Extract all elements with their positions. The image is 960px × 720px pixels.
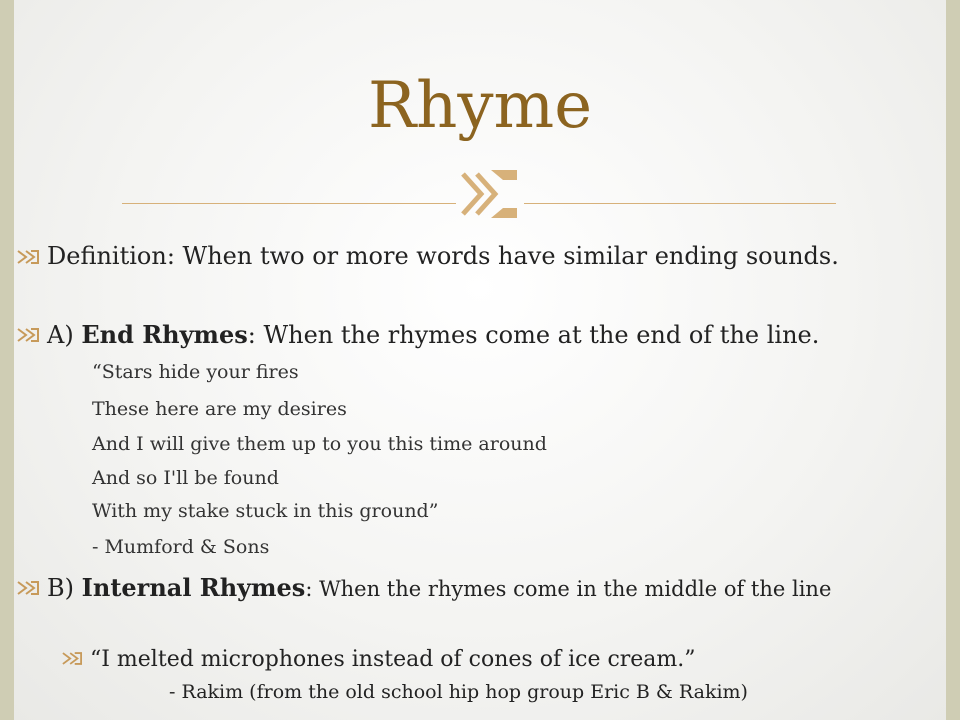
internal-rhymes-attribution: - Rakim (from the old school hip hop group Eric B & Rakim) [169, 681, 748, 703]
end-rhymes-term: End Rhymes [81, 320, 248, 349]
internal-rhymes-term: Internal Rhymes [81, 573, 306, 602]
definition-bullet [47, 240, 897, 273]
quad-arrow-icon [457, 166, 523, 222]
end-rhymes-prefix: A) [47, 321, 82, 349]
internal-rhymes-text: : When the rhymes come in the middle of the line [305, 577, 832, 601]
end-rhymes-bullet [47, 318, 937, 352]
internal-rhymes-bullet [47, 571, 927, 606]
slide [14, 0, 946, 720]
internal-rhymes-quote: “I melted microphones instead of cones of ice cream.” [90, 647, 696, 672]
quote-line: “Stars hide your fires [92, 361, 299, 383]
quote-line: And I will give them up to you this time around [92, 433, 547, 455]
quote-line: With my stake stuck in this ground” [92, 500, 439, 522]
quote-line: And so I'll be found [92, 467, 279, 489]
internal-rhymes-prefix: B) [47, 574, 82, 602]
title-divider-right [524, 203, 836, 204]
slide-title: Rhyme [367, 69, 593, 143]
end-rhymes-text: : When the rhymes come at the end of the line. [247, 321, 820, 349]
bullet-icon [17, 580, 39, 596]
quote-line: These here are my desires [92, 398, 347, 420]
definition-text: Definition: When two or more words have similar ending sounds. [47, 242, 839, 270]
quote-attribution: - Mumford & Sons [92, 536, 270, 558]
title-divider-left [122, 203, 456, 204]
sub-bullet-icon [62, 651, 82, 666]
internal-rhymes-quote-bullet [90, 643, 890, 676]
bullet-icon [17, 249, 39, 265]
bullet-icon [17, 327, 39, 343]
